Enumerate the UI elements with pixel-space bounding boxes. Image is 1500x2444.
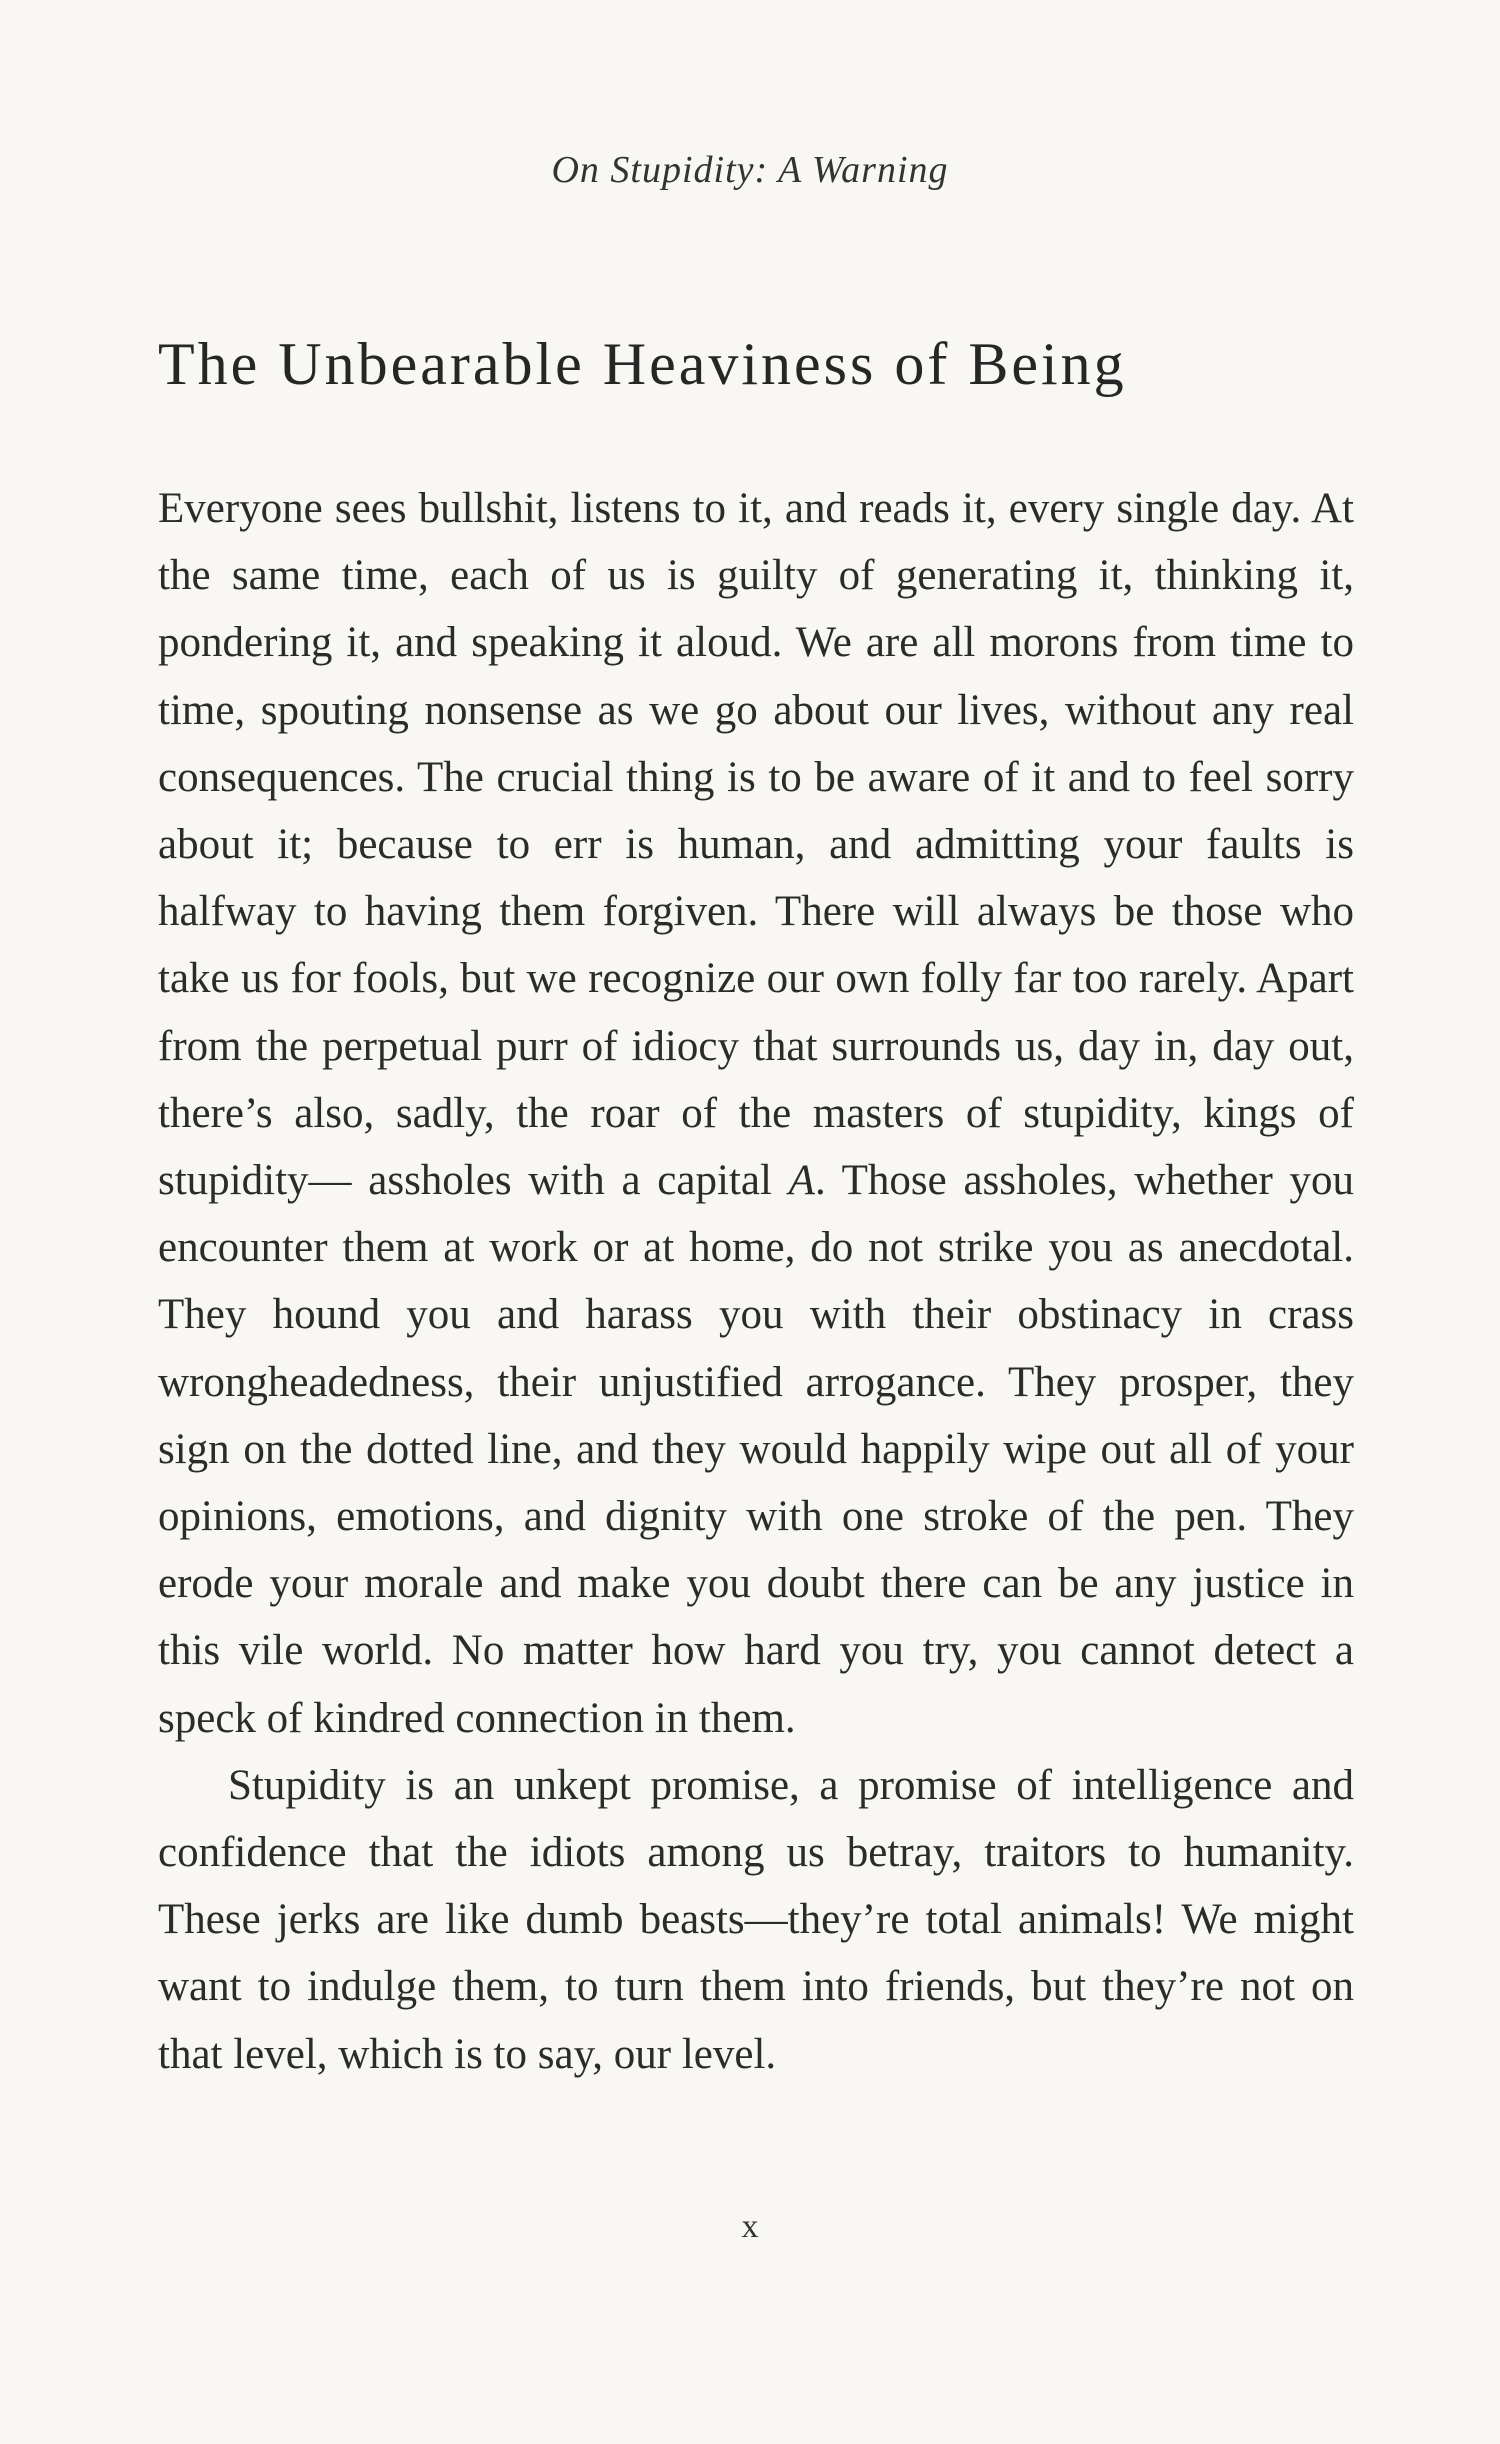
chapter-title: The Unbearable Heaviness of Being (158, 331, 1127, 397)
paragraph-1-text-b: . Those assholes, whether you encounter them at work or at home, do not strike you as anecdotal. They hound you and harass you with their obstinacy in crass wrongheadedness, their unjustified arrogance. They prosper, they sign on the dotted line, and they would happily wipe out all of your opinions, emotions, and dignity with one stroke of the pen. They erode your morale and make you doubt there can be any justice in this vile world. No matter how hard you try, you cannot detect a speck of kindred connection in them. (158, 1157, 1354, 1742)
paragraph-1-text-a: Everyone sees bullshit, listens to it, and reads it, every single day. At the same time, each of us is guilty of generating it, thinking it, pondering it, and speaking it aloud. We are all morons from time to time, spouting nonsense as we go about our lives, without any real consequences. The crucial thing is to be aware of it and to feel sorry about it; because to err is human, and admitting your faults is halfway to having them forgiven. There will always be those who take us for fools, but we recognize our own folly far too rarely. Apart from the perpetual purr of idiocy that surrounds us, day in, day out, there’s also, sadly, the roar of the masters of stupidity, kings of stupidity— assholes with a capital (158, 485, 1354, 1205)
body-text (158, 475, 1354, 2088)
paragraph-1-italic: A (788, 1157, 815, 1205)
paragraph-2: Stupidity is an unkept promise, a promise of intelligence and confidence that the idiots among us betray, traitors to humanity. These jerks are like dumb beasts—they’re total animals! We might want to indulge them, to turn them into friends, but they’re not on that level, which is to say, our level. (158, 1761, 1354, 2078)
paragraph-1 (158, 475, 1354, 1752)
running-head: On Stupidity: A Warning (551, 149, 949, 191)
page-number: x (741, 2208, 759, 2245)
